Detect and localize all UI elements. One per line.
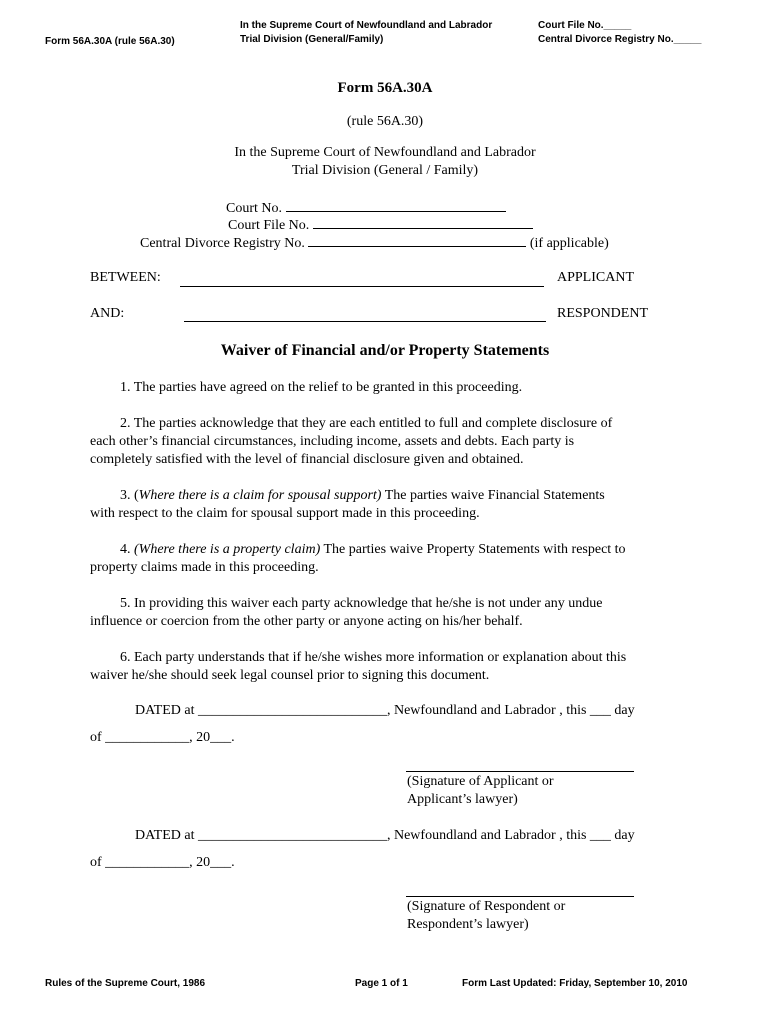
between-label: BETWEEN:	[90, 270, 161, 285]
divorce-registry-label: Central Divorce Registry No.	[140, 236, 305, 251]
footer-page: Page 1 of 1	[355, 978, 408, 989]
clause-4-condition: (Where there is a property claim)	[134, 542, 321, 557]
header-court-line2: Trial Division (General/Family)	[240, 34, 384, 45]
clause-1	[90, 379, 680, 397]
footer-updated: Form Last Updated: Friday, September 10, 2010	[462, 978, 688, 989]
clause-1-line: 1. The parties have agreed on the relief to be granted in this proceeding.	[120, 380, 523, 395]
clause-6-line2: waiver he/she should seek legal counsel prior to signing this document.	[90, 668, 490, 683]
respondent-label: RESPONDENT	[557, 306, 649, 321]
clause-2-line2: each other’s financial circumstances, including income, assets and debts. Each party is	[90, 434, 575, 449]
header-divorce-registry: Central Divorce Registry No._____	[538, 34, 702, 45]
clause-3-line2: with respect to the claim for spousal support made in this proceeding.	[90, 506, 480, 521]
clause-2	[90, 415, 680, 469]
form-name: Form 56A.30A	[337, 80, 433, 96]
header-court-line1: In the Supreme Court of Newfoundland and Labrador	[240, 20, 493, 31]
clause-3-condition: Where there is a claim for spousal support)	[138, 488, 382, 503]
footer-rules: Rules of the Supreme Court, 1986	[45, 978, 206, 989]
applicant-label: APPLICANT	[557, 270, 635, 285]
court-file-no-line[interactable]	[313, 216, 533, 229]
if-applicable-label: (if applicable)	[529, 236, 609, 251]
respondent-signature-label1: (Signature of Respondent or	[407, 899, 566, 914]
court-no-field[interactable]	[226, 199, 506, 217]
applicant-signature-label1: (Signature of Applicant or	[407, 774, 554, 789]
respondent-signature-label2: Respondent’s lawyer)	[407, 917, 529, 932]
applicant-dated-line[interactable]: DATED at ___________________________, Newfoundland and Labrador , this ___ day	[135, 703, 635, 718]
clause-6-line1: 6. Each party understands that if he/she wishes more information or explanation about this	[120, 650, 627, 665]
applicant-name-line[interactable]	[180, 286, 544, 287]
clause-3	[90, 487, 680, 523]
clause-5-line2: influence or coercion from the other party or anyone acting on his/her behalf.	[90, 614, 523, 629]
and-label: AND:	[90, 306, 125, 321]
applicant-signature-line[interactable]	[406, 771, 634, 772]
respondent-name-line[interactable]	[184, 321, 546, 322]
header-court-file: Court File No._____	[538, 20, 632, 31]
respondent-signature-line[interactable]	[406, 896, 634, 897]
court-no-label: Court No.	[226, 201, 282, 216]
divorce-registry-field[interactable]	[140, 234, 609, 252]
applicant-signature-label2: Applicant’s lawyer)	[407, 792, 518, 807]
court-line1: In the Supreme Court of Newfoundland and Labrador	[234, 145, 536, 160]
header-form-ref: Form 56A.30A (rule 56A.30)	[45, 36, 175, 47]
clause-2-line1: 2. The parties acknowledge that they are each entitled to full and complete disclosure of	[120, 416, 613, 431]
clause-3-text: The parties waive Financial Statements	[381, 488, 605, 503]
document-heading: Waiver of Financial and/or Property Statements	[220, 342, 550, 359]
form-rule: (rule 56A.30)	[346, 114, 424, 129]
clause-4-line2: property claims made in this proceeding.	[90, 560, 319, 575]
divorce-registry-line[interactable]	[308, 234, 526, 247]
court-file-no-field[interactable]	[228, 216, 533, 234]
clause-4-number: 4.	[120, 542, 134, 557]
clause-2-line3: completely satisfied with the level of financial disclosure given and obtained.	[90, 452, 524, 467]
applicant-of-line[interactable]: of ____________, 20___.	[90, 730, 235, 745]
clause-4	[90, 541, 680, 577]
court-line2: Trial Division (General / Family)	[291, 163, 479, 178]
clause-4-text: The parties waive Property Statements with respect to	[320, 542, 626, 557]
clause-5-line1: 5. In providing this waiver each party acknowledge that he/she is not under any undue	[120, 596, 603, 611]
clause-6	[90, 649, 680, 685]
clause-5	[90, 595, 680, 631]
respondent-dated-line[interactable]: DATED at ___________________________, Newfoundland and Labrador , this ___ day	[135, 828, 635, 843]
court-no-line[interactable]	[286, 199, 506, 212]
court-file-no-label: Court File No.	[228, 218, 310, 233]
clause-3-number: 3. (	[120, 488, 139, 503]
respondent-of-line[interactable]: of ____________, 20___.	[90, 855, 235, 870]
